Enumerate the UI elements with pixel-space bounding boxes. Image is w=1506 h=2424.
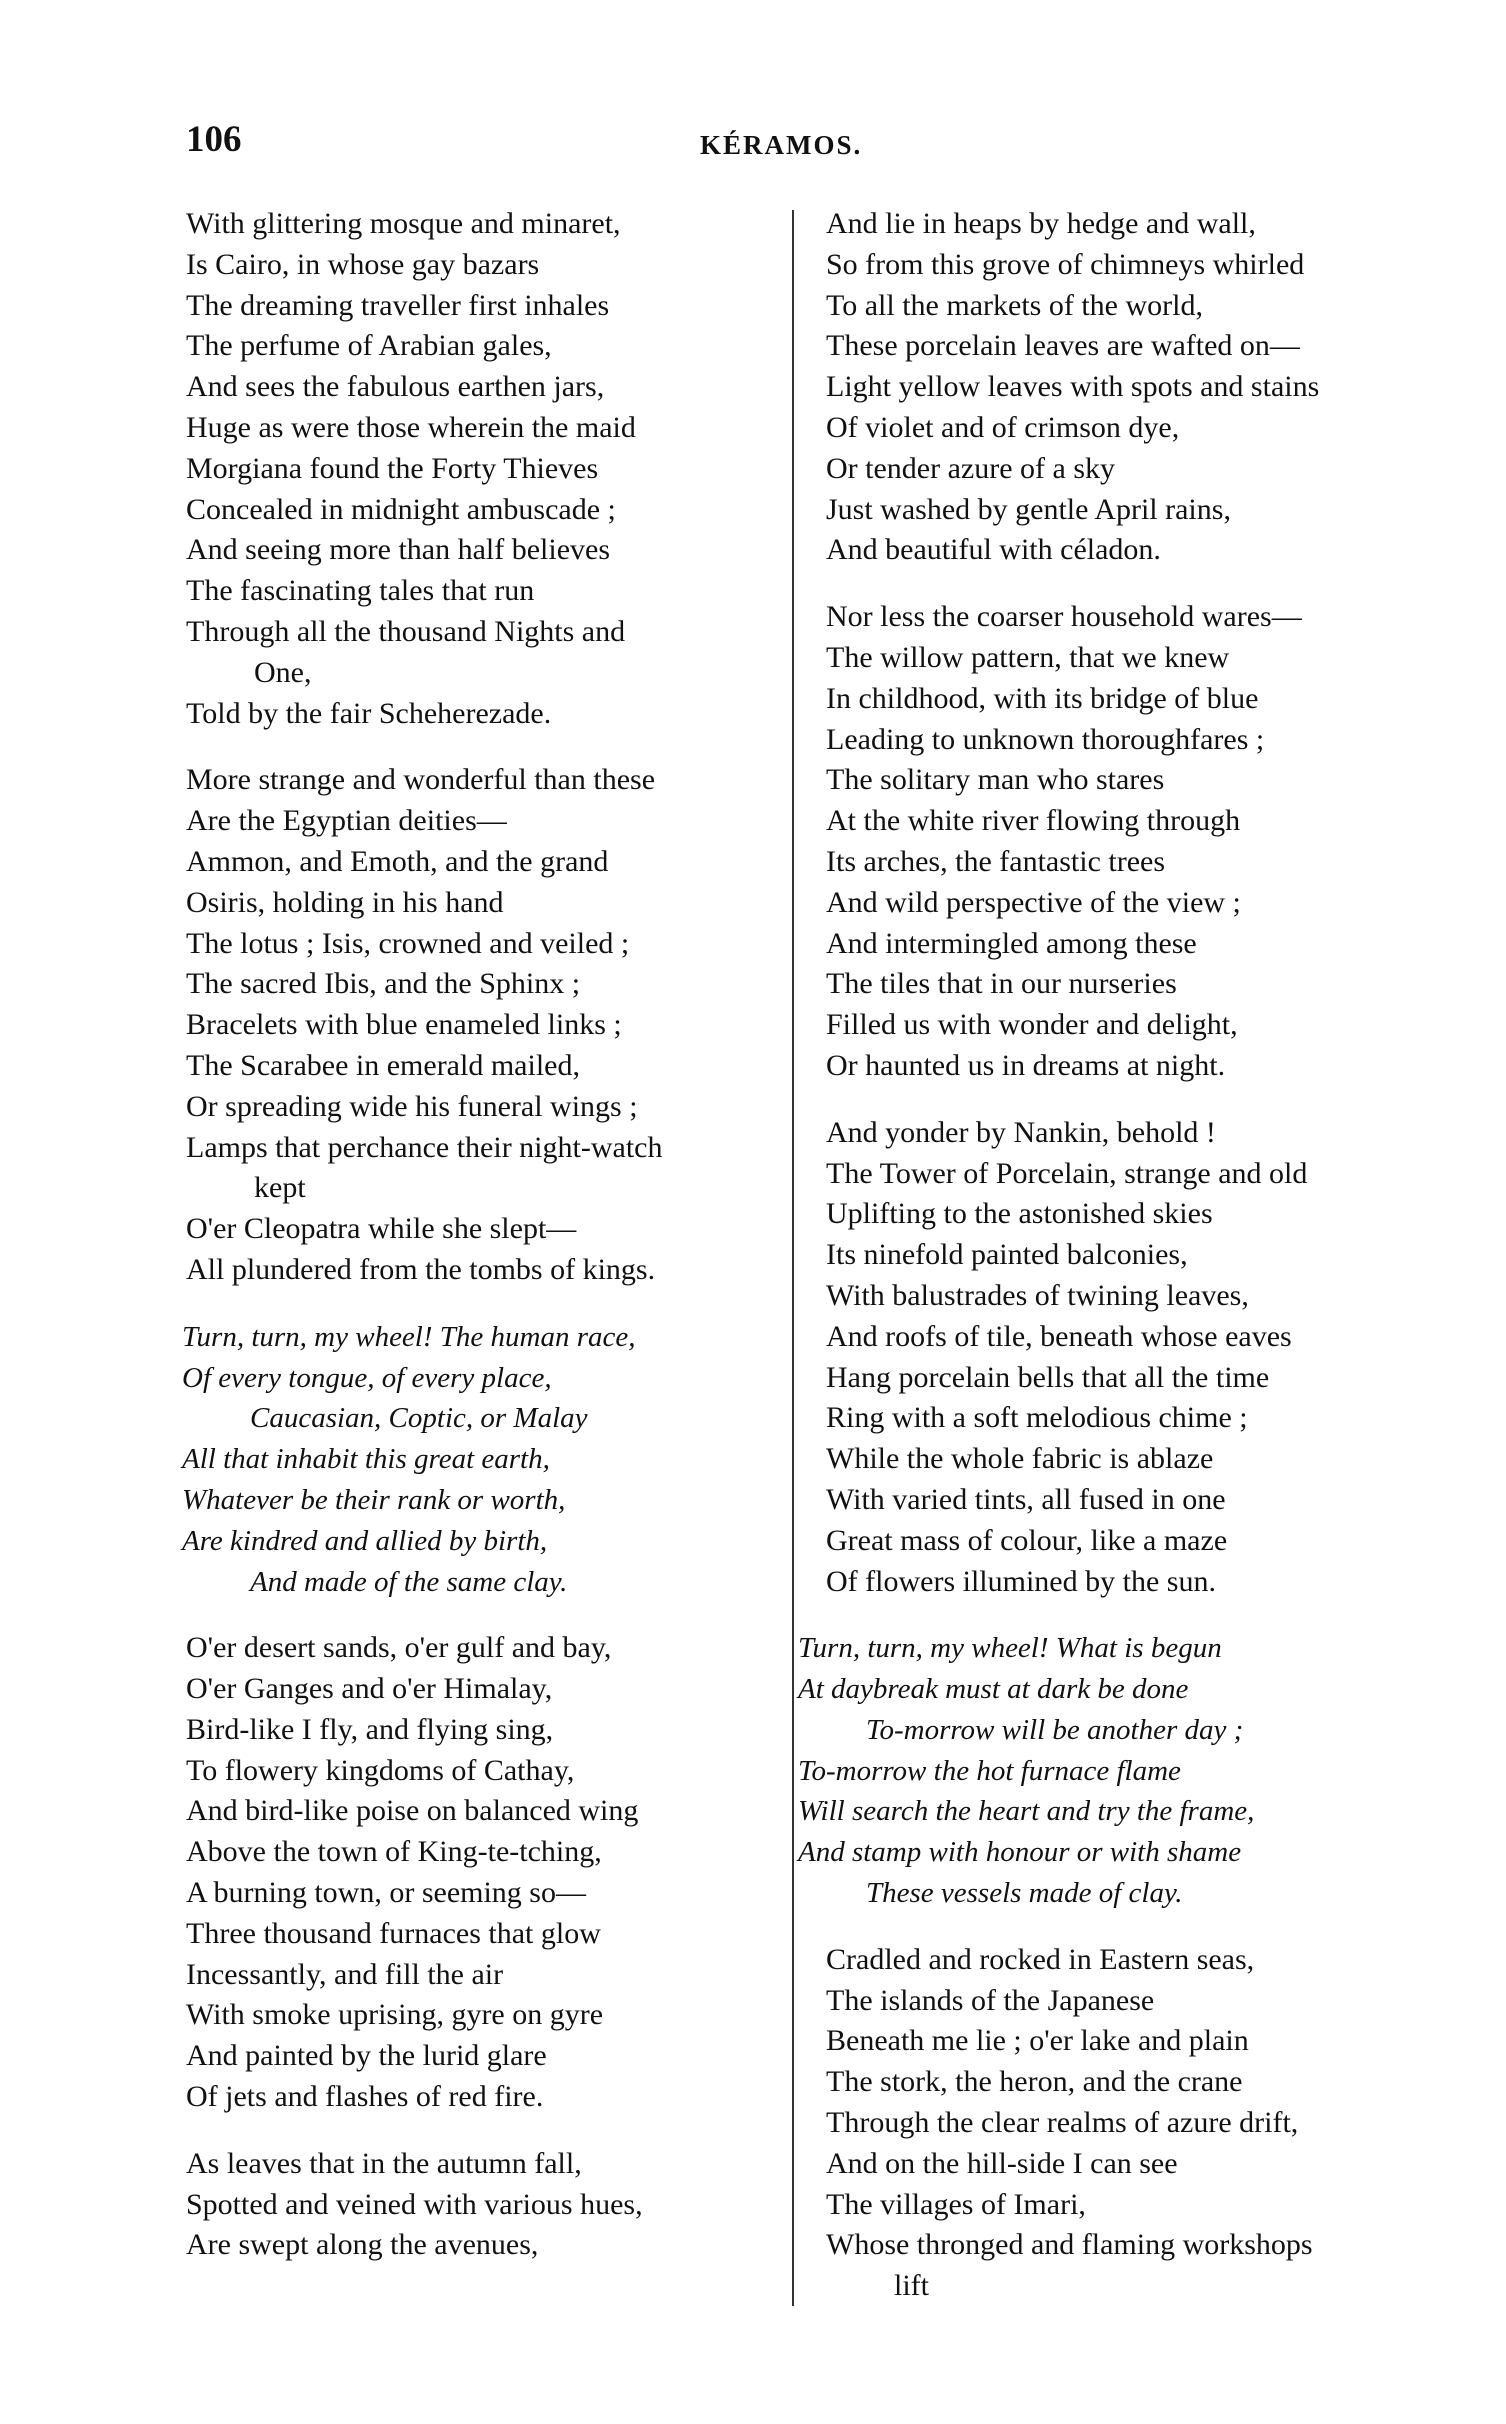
verse-line: Told by the fair Scheherezade. [186, 696, 552, 730]
verse-line: Above the town of King-te-tching, [186, 1835, 602, 1869]
stanza [826, 204, 1406, 571]
stanza [826, 1113, 1406, 1603]
verse-line: Its ninefold painted balconies, [826, 1238, 1188, 1272]
verse-line: The Tower of Porcelain, strange and old [826, 1156, 1308, 1190]
refrain-line: All that inhabit this great earth, [182, 1443, 550, 1476]
verse-line: Of jets and flashes of red fire. [186, 2080, 544, 2114]
verse-line: As leaves that in the autumn fall, [186, 2146, 582, 2180]
refrain-line: And stamp with honour or with shame [798, 1836, 1242, 1869]
verse-line: The islands of the Japanese [826, 1983, 1155, 2017]
verse-line: Leading to unknown thoroughfares ; [826, 722, 1265, 756]
verse-line: Concealed in midnight ambuscade ; [186, 492, 616, 526]
verse-line: Whose thronged and flaming workshops [826, 2228, 1313, 2262]
refrain-line: Of every tongue, of every place, [182, 1361, 552, 1394]
verse-line: The solitary man who stares [826, 763, 1165, 797]
verse-line: Spotted and veined with various hues, [186, 2187, 643, 2221]
verse-line: Incessantly, and fill the air [186, 1957, 504, 1991]
refrain-line: At daybreak must at dark be done [798, 1673, 1189, 1706]
verse-line: O'er Cleopatra while she slept— [186, 1212, 577, 1246]
refrain-line: Turn, turn, my wheel! What is begun [798, 1632, 1222, 1665]
verse-line: The lotus ; Isis, crowned and veiled ; [186, 926, 630, 960]
verse-line: Osiris, holding in his hand [186, 885, 504, 919]
verse-line-continuation: One, [254, 655, 312, 689]
refrain-line: To-morrow will be another day ; [866, 1713, 1244, 1746]
refrain-line: Will search the heart and try the frame, [798, 1795, 1255, 1828]
verse-line: Or haunted us in dreams at night. [826, 1048, 1226, 1082]
verse-line: And intermingled among these [826, 926, 1197, 960]
stanza [186, 760, 776, 1290]
verse-line-continuation: kept [254, 1171, 306, 1205]
verse-line: Nor less the coarser household wares— [826, 600, 1302, 634]
verse-line: Beneath me lie ; o'er lake and plain [826, 2024, 1249, 2058]
verse-line: O'er desert sands, o'er gulf and bay, [186, 1631, 612, 1665]
verse-line: O'er Ganges and o'er Himalay, [186, 1672, 553, 1706]
verse-line: These porcelain leaves are wafted on— [826, 329, 1300, 363]
column-divider [792, 210, 794, 2306]
stanza [186, 2144, 776, 2266]
verse-line: Hang porcelain bells that all the time [826, 1360, 1270, 1394]
refrain-line: Are kindred and allied by birth, [182, 1524, 548, 1557]
verse-line: And yonder by Nankin, behold ! [826, 1115, 1216, 1149]
refrain-line: And made of the same clay. [250, 1565, 568, 1598]
verse-line: Lamps that perchance their night-watch [186, 1130, 663, 1164]
verse-line: Morgiana found the Forty Thieves [186, 451, 599, 485]
verse-line: Of flowers illumined by the sun. [826, 1564, 1216, 1598]
refrain-stanza [182, 1317, 776, 1603]
refrain-line: To-morrow the hot furnace flame [798, 1754, 1181, 1787]
verse-line: While the whole fabric is ablaze [826, 1442, 1214, 1476]
verse-line: The Scarabee in emerald mailed, [186, 1048, 580, 1082]
refrain-stanza [798, 1628, 1406, 1914]
verse-line: And lie in heaps by hedge and wall, [826, 207, 1256, 240]
verse-line: Ring with a soft melodious chime ; [826, 1401, 1248, 1435]
verse-line-continuation: lift [894, 2269, 929, 2303]
verse-line: Cradled and rocked in Eastern seas, [826, 1942, 1255, 1976]
verse-line: Bird-like I fly, and flying sing, [186, 1712, 554, 1746]
verse-line: With balustrades of twining leaves, [826, 1278, 1249, 1312]
verse-line: Through all the thousand Nights and [186, 614, 626, 648]
verse-line: The dreaming traveller first inhales [186, 288, 610, 322]
verse-line: More strange and wonderful than these [186, 763, 656, 797]
verse-line: A burning town, or seeming so— [186, 1876, 586, 1910]
running-title: KÉRAMOS. [700, 130, 863, 160]
verse-line: Uplifting to the astonished skies [826, 1197, 1213, 1231]
stanza [186, 204, 776, 734]
page-header [0, 118, 1506, 178]
left-column [182, 204, 776, 2266]
verse-line: The stork, the heron, and the crane [826, 2065, 1243, 2099]
verse-line: Just washed by gentle April rains, [826, 492, 1231, 526]
verse-line: Is Cairo, in whose gay bazars [186, 247, 540, 281]
verse-line: Huge as were those wherein the maid [186, 410, 636, 444]
verse-line: And sees the fabulous earthen jars, [186, 370, 605, 404]
verse-line: Or spreading wide his funeral wings ; [186, 1089, 638, 1123]
stanza [826, 597, 1406, 1087]
refrain-line: Caucasian, Coptic, or Malay [250, 1402, 588, 1435]
verse-line: The tiles that in our nurseries [826, 967, 1177, 1001]
page-number: 106 [186, 119, 242, 160]
verse-line: The perfume of Arabian gales, [186, 329, 552, 363]
verse-line: The villages of Imari, [826, 2187, 1086, 2221]
verse-line: Ammon, and Emoth, and the grand [186, 844, 609, 878]
verse-line: With smoke uprising, gyre on gyre [186, 1998, 604, 2032]
verse-line: And on the hill-side I can see [826, 2146, 1178, 2180]
verse-line: And painted by the lurid glare [186, 2039, 547, 2073]
verse-line: To flowery kingdoms of Cathay, [186, 1753, 575, 1787]
verse-line: All plundered from the tombs of kings. [186, 1252, 656, 1286]
verse-line: In childhood, with its bridge of blue [826, 681, 1259, 715]
refrain-line: These vessels made of clay. [866, 1877, 1183, 1910]
refrain-line: Turn, turn, my wheel! The human race, [182, 1320, 636, 1353]
verse-line: So from this grove of chimneys whirled [826, 247, 1305, 281]
verse-line: Three thousand furnaces that glow [186, 1916, 601, 1950]
verse-line: Or tender azure of a sky [826, 451, 1116, 485]
verse-line: Are swept along the avenues, [186, 2228, 539, 2262]
verse-line: Of violet and of crimson dye, [826, 410, 1180, 444]
verse-line: With glittering mosque and minaret, [186, 207, 621, 240]
verse-line: And wild perspective of the view ; [826, 885, 1241, 919]
refrain-line: Whatever be their rank or worth, [182, 1483, 566, 1516]
verse-line: With varied tints, all fused in one [826, 1482, 1226, 1516]
verse-line: Great mass of colour, like a maze [826, 1523, 1228, 1557]
stanza [826, 1940, 1406, 2307]
verse-line: The willow pattern, that we knew [826, 640, 1230, 674]
verse-line: Light yellow leaves with spots and stains [826, 370, 1320, 404]
verse-line: The sacred Ibis, and the Sphinx ; [186, 967, 581, 1001]
right-column [798, 204, 1406, 2307]
verse-line: To all the markets of the world, [826, 288, 1203, 322]
stanza [186, 1628, 776, 2118]
verse-line: And beautiful with céladon. [826, 533, 1161, 567]
verse-line: And seeing more than half believes [186, 533, 611, 567]
verse-line: And bird-like poise on balanced wing [186, 1794, 639, 1828]
verse-line: Filled us with wonder and delight, [826, 1008, 1238, 1042]
verse-line: Bracelets with blue enameled links ; [186, 1008, 622, 1042]
verse-line: At the white river flowing through [826, 804, 1241, 838]
verse-line: Are the Egyptian deities— [186, 804, 507, 838]
verse-line: And roofs of tile, beneath whose eaves [826, 1319, 1292, 1353]
verse-line: Through the clear realms of azure drift, [826, 2106, 1299, 2140]
verse-line: The fascinating tales that run [186, 574, 535, 608]
verse-line: Its arches, the fantastic trees [826, 844, 1166, 878]
